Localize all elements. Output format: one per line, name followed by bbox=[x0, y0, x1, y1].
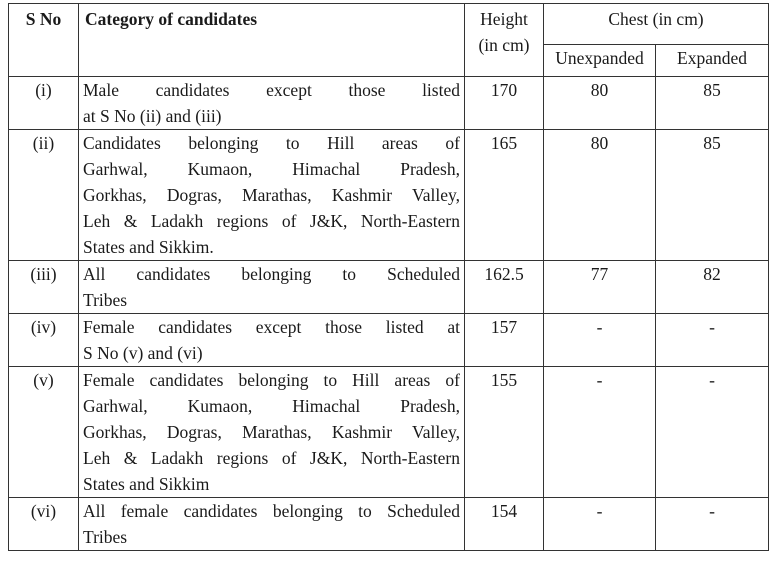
category-line: at S No (ii) and (iii) bbox=[83, 106, 222, 126]
row-height: 162.5 bbox=[465, 261, 544, 314]
row-unexpanded: 80 bbox=[544, 77, 656, 130]
table-row bbox=[9, 314, 769, 367]
table-row bbox=[9, 367, 769, 498]
category-line: Male candidates except those listed bbox=[83, 80, 460, 100]
category-line: Tribes bbox=[83, 290, 128, 310]
row-unexpanded: 80 bbox=[544, 130, 656, 261]
category-line: Gorkhas, Dogras, Marathas, Kashmir Valley, bbox=[83, 185, 460, 205]
header-chest: Chest (in cm) bbox=[544, 4, 769, 45]
table-row bbox=[9, 77, 769, 130]
table-row bbox=[9, 498, 769, 551]
candidate-standards-table bbox=[8, 3, 769, 551]
header-sno: S No bbox=[9, 4, 79, 77]
category-line: All female candidates belonging to Scheduled bbox=[83, 501, 460, 521]
row-sno: (v) bbox=[9, 367, 79, 498]
header-row bbox=[9, 4, 769, 45]
row-category bbox=[79, 77, 465, 130]
row-expanded: 85 bbox=[656, 77, 769, 130]
category-line: S No (v) and (vi) bbox=[83, 343, 203, 363]
table-row bbox=[9, 130, 769, 261]
category-line: States and Sikkim. bbox=[83, 237, 214, 257]
row-sno: (ii) bbox=[9, 130, 79, 261]
row-sno: (iv) bbox=[9, 314, 79, 367]
row-category bbox=[79, 498, 465, 551]
row-unexpanded: 77 bbox=[544, 261, 656, 314]
category-line: Female candidates belonging to Hill areas of bbox=[83, 370, 460, 390]
row-expanded: - bbox=[656, 367, 769, 498]
row-height: 154 bbox=[465, 498, 544, 551]
category-line: All candidates belonging to Scheduled bbox=[83, 264, 460, 284]
row-category bbox=[79, 261, 465, 314]
row-height: 170 bbox=[465, 77, 544, 130]
category-line: Tribes bbox=[83, 527, 128, 547]
table-row bbox=[9, 261, 769, 314]
category-line: Candidates belonging to Hill areas of bbox=[83, 133, 460, 153]
row-expanded: - bbox=[656, 314, 769, 367]
category-line: Garhwal, Kumaon, Himachal Pradesh, bbox=[83, 396, 460, 416]
row-sno: (iii) bbox=[9, 261, 79, 314]
category-line: Female candidates except those listed at bbox=[83, 317, 460, 337]
row-sno: (vi) bbox=[9, 498, 79, 551]
category-line: Leh & Ladakh regions of J&K, North-Eastern bbox=[83, 448, 460, 468]
table-body bbox=[9, 77, 769, 551]
row-expanded: - bbox=[656, 498, 769, 551]
row-unexpanded: - bbox=[544, 314, 656, 367]
row-category bbox=[79, 314, 465, 367]
category-line: States and Sikkim bbox=[83, 474, 210, 494]
row-unexpanded: - bbox=[544, 498, 656, 551]
row-height: 155 bbox=[465, 367, 544, 498]
header-category: Category of candidates bbox=[79, 4, 465, 77]
category-line: Gorkhas, Dogras, Marathas, Kashmir Valley, bbox=[83, 422, 460, 442]
header-height bbox=[465, 4, 544, 77]
header-expanded: Expanded bbox=[656, 45, 769, 77]
header-height-line1: Height bbox=[480, 9, 528, 29]
row-expanded: 85 bbox=[656, 130, 769, 261]
row-category bbox=[79, 367, 465, 498]
category-line: Leh & Ladakh regions of J&K, North-Eastern bbox=[83, 211, 460, 231]
category-line: Garhwal, Kumaon, Himachal Pradesh, bbox=[83, 159, 460, 179]
row-category bbox=[79, 130, 465, 261]
header-height-line2: (in cm) bbox=[478, 35, 530, 55]
row-height: 165 bbox=[465, 130, 544, 261]
row-unexpanded: - bbox=[544, 367, 656, 498]
row-expanded: 82 bbox=[656, 261, 769, 314]
row-height: 157 bbox=[465, 314, 544, 367]
header-unexpanded: Unexpanded bbox=[544, 45, 656, 77]
row-sno: (i) bbox=[9, 77, 79, 130]
